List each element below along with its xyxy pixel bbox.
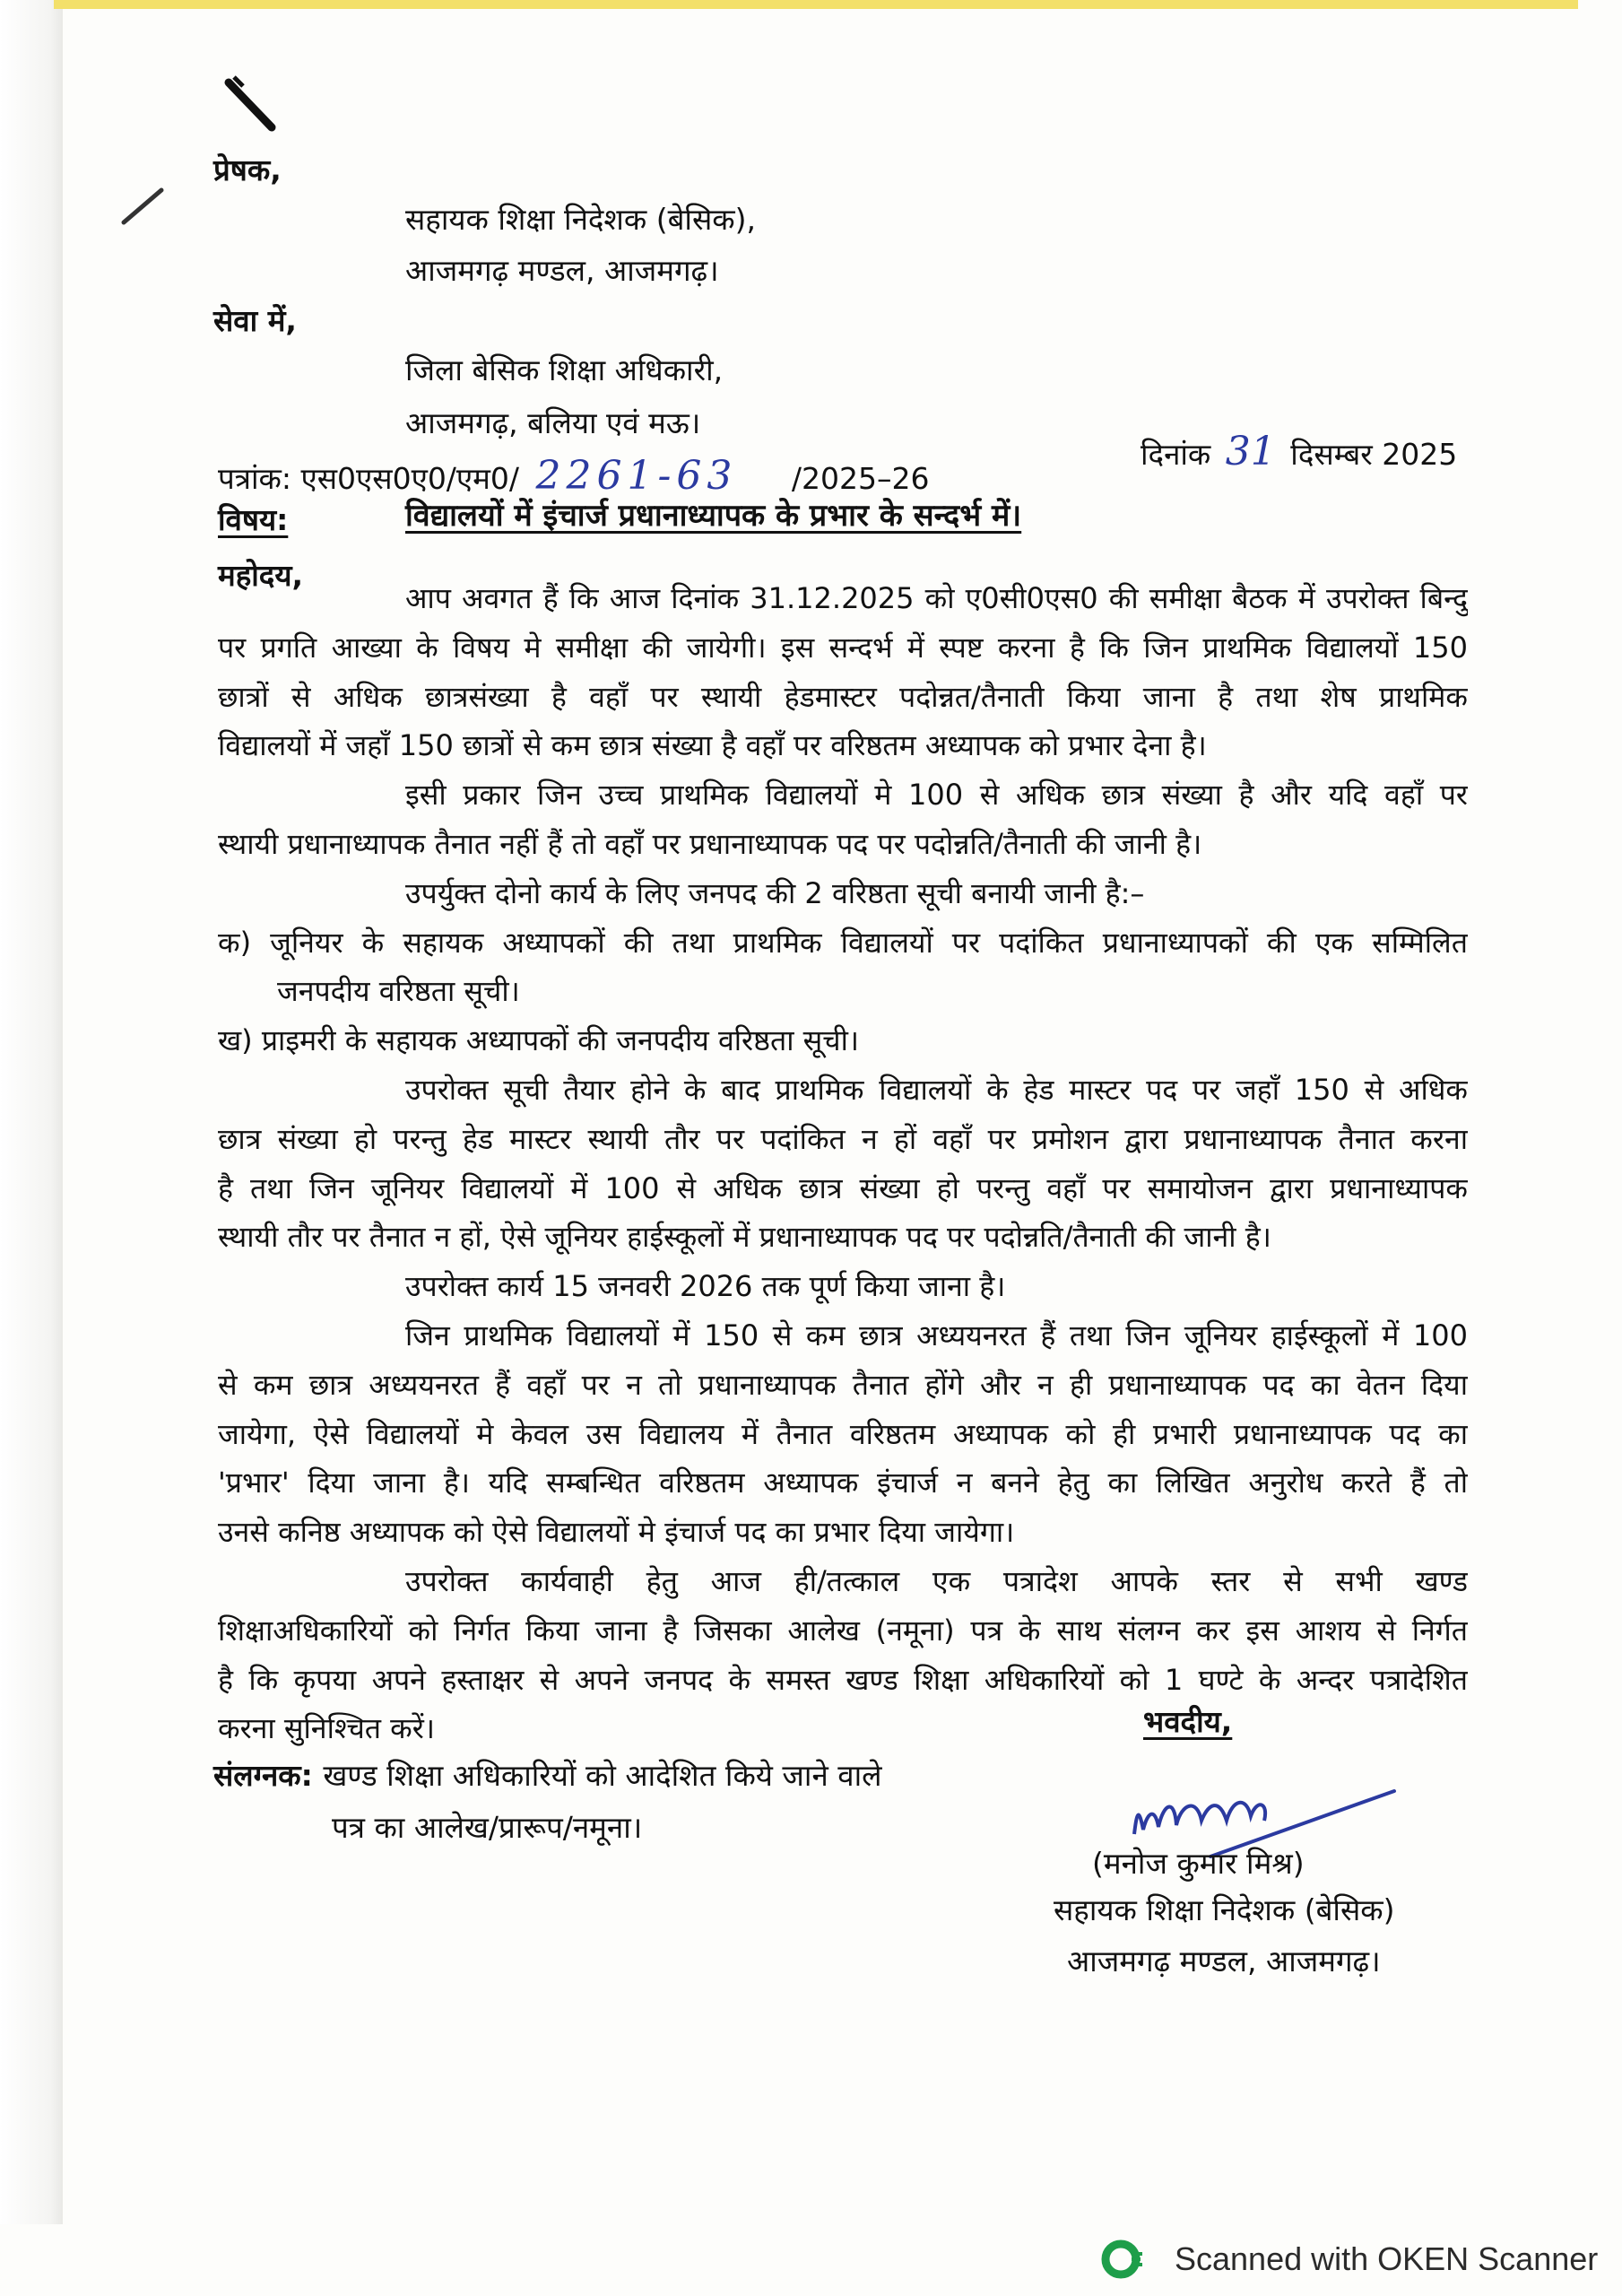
body-line: पर प्रगति आख्या के विषय मे समीक्षा की जायेगी। इस सन्दर्भ में स्पष्ट करना है कि जिन प्राथमिक विद्यालयों 150 bbox=[218, 630, 1468, 665]
subject-label: विषय: bbox=[218, 502, 289, 537]
body-line: उपरोक्त कार्यवाही हेतु आज ही/तत्काल एक पत्रादेश आपके स्तर से सभी खण्ड bbox=[405, 1563, 1468, 1598]
scan-left-shadow bbox=[0, 0, 63, 2224]
date-prefix: दिनांक bbox=[1141, 437, 1211, 472]
body-line: स्थायी प्रधानाध्यापक तैनात नहीं हैं तो वहाँ पर प्रधानाध्यापक पद पर पदोन्नति/तैनाती की जानी है। bbox=[218, 826, 1202, 861]
letter-date bbox=[1141, 429, 1457, 476]
body-line: स्थायी तौर पर तैनात न हों, ऐसे जूनियर हाईस्कूलों में प्रधानाध्यापक पद पर पदोन्नति/तैनाती की जानी है। bbox=[218, 1220, 1271, 1255]
pen-mark-icon bbox=[220, 72, 291, 144]
body-line: उपरोक्त सूची तैयार होने के बाद प्राथमिक विद्यालयों के हेड मास्टर पद पर जहाँ 150 से अधिक bbox=[405, 1072, 1468, 1107]
reference-handwritten: 2261-63 bbox=[535, 453, 738, 499]
body-line: छात्र संख्या हो परन्तु हेड मास्टर स्थायी तौर पर पदांकित न हों वहाँ पर प्रमोशन द्वारा प्रधानाध्यापक तैनात करना bbox=[218, 1121, 1468, 1156]
pen-stroke-mark bbox=[117, 179, 170, 233]
body-line: क) जूनियर के सहायक अध्यापकों की तथा प्राथमिक विद्यालयों पर पदांकित प्रधानाध्यापकों की एक सम्मिलित bbox=[218, 925, 1468, 960]
sender-label: प्रेषक, bbox=[213, 152, 282, 187]
reference-number bbox=[218, 453, 929, 500]
body-line: 'प्रभार' दिया जाना है। यदि सम्बन्धित वरिष्ठतम अध्यापक इंचार्ज न बनने हेतु का लिखित अनुरोध करते हैं तो bbox=[218, 1465, 1468, 1500]
attachment-text-1: खण्ड शिक्षा अधिकारियों को आदेशित किये जाने वाले bbox=[323, 1758, 882, 1793]
scan-top-edge bbox=[54, 0, 1578, 9]
body-line: जायेगा, ऐसे विद्यालयों मे केवल उस विद्यालय में तैनात वरिष्ठतम अध्यापक को ही प्रभारी प्रधानाध्यापक पद का bbox=[218, 1416, 1468, 1451]
body-line: उपर्युक्त दोनो कार्य के लिए जनपद की 2 वरिष्ठता सूची बनायी जानी है:– bbox=[405, 875, 1145, 910]
body-line: आप अवगत हैं कि आज दिनांक 31.12.2025 को ए0सी0एस0 की समीक्षा बैठक में उपरोक्त बिन्दु bbox=[405, 581, 1468, 615]
attachment-label: संलग्नक: bbox=[213, 1758, 313, 1793]
closing: भवदीय, bbox=[1143, 1704, 1233, 1739]
signatory-name: (मनोज कुमार मिश्र) bbox=[1092, 1846, 1305, 1881]
body-line: जिन प्राथमिक विद्यालयों में 150 से कम छात्र अध्ययनरत हैं तथा जिन जूनियर हाईस्कूलों में 100 bbox=[405, 1318, 1468, 1352]
body-line: है कि कृपया अपने हस्ताक्षर से अपने जनपद के समस्त खण्ड शिक्षा अधिकारियों को 1 घण्टे के अन्दर पत्रादेशित bbox=[218, 1662, 1468, 1697]
body-line: शिक्षाअधिकारियों को निर्गत किया जाना है जिसका आलेख (नमूना) पत्र के साथ संलग्न कर इस आशय से निर्गत bbox=[218, 1613, 1468, 1648]
date-handwritten: 31 bbox=[1225, 429, 1276, 474]
attachment-line-2: पत्र का आलेख/प्रारूप/नमूना। bbox=[332, 1810, 643, 1845]
sender-line-1: सहायक शिक्षा निदेशक (बेसिक), bbox=[405, 202, 756, 237]
body-line: जनपदीय वरिष्ठता सूची। bbox=[277, 974, 520, 1009]
body-line: उपरोक्त कार्य 15 जनवरी 2026 तक पूर्ण किया जाना है। bbox=[405, 1269, 1006, 1304]
body-line: छात्रों से अधिक छात्रसंख्या है वहाँ पर स्थायी हेडमास्टर पदोन्नत/तैनाती किया जाना है तथा शेष प्राथमिक bbox=[218, 679, 1468, 714]
recipient-label: सेवा में, bbox=[213, 303, 297, 338]
subject-text: विद्यालयों में इंचार्ज प्रधानाध्यापक के प्रभार के सन्दर्भ में। bbox=[405, 498, 1022, 534]
body-line: इसी प्रकार जिन उच्च प्राथमिक विद्यालयों मे 100 से अधिक छात्र संख्या है और यदि वहाँ पर bbox=[405, 778, 1468, 813]
sender-line-2: आजमगढ़ मण्डल, आजमगढ़। bbox=[405, 253, 719, 288]
reference-suffix: /2025–26 bbox=[791, 461, 930, 496]
reference-prefix: पत्रांक: एस0एस0ए0/एम0/ bbox=[218, 461, 520, 496]
body-line: से कम छात्र अध्ययनरत हैं वहाँ पर न तो प्रधानाध्यापक तैनात होंगे और न ही प्रधानाध्यापक पद का वेतन दिया bbox=[218, 1367, 1468, 1402]
body-line: करना सुनिश्चित करें। bbox=[218, 1711, 435, 1746]
oken-scanner-logo-icon bbox=[1101, 2238, 1151, 2281]
recipient-line-2: आजमगढ़, बलिया एवं मऊ। bbox=[405, 405, 701, 440]
date-suffix: दिसम्बर 2025 bbox=[1290, 437, 1458, 472]
body-line: उनसे कनिष्ठ अध्यापक को ऐसे विद्यालयों मे इंचार्ज पद का प्रभार दिया जायेगा। bbox=[218, 1515, 1015, 1550]
signatory-title: सहायक शिक्षा निदेशक (बेसिक) bbox=[1054, 1892, 1395, 1927]
attachment-line-1 bbox=[213, 1758, 882, 1794]
body-line: ख) प्राइमरी के सहायक अध्यापकों की जनपदीय वरिष्ठता सूची। bbox=[218, 1023, 860, 1058]
recipient-line-1: जिला बेसिक शिक्षा अधिकारी, bbox=[405, 352, 724, 387]
scanner-watermark bbox=[1101, 2238, 1598, 2281]
letter-body bbox=[218, 574, 1468, 1753]
salutation: महोदय, bbox=[218, 558, 304, 593]
body-line: विद्यालयों में जहाँ 150 छात्रों से कम छात्र संख्या है वहाँ पर वरिष्ठतम अध्यापक को प्रभार देना है। bbox=[218, 728, 1207, 763]
scanner-watermark-text: Scanned with OKEN Scanner bbox=[1175, 2240, 1599, 2277]
body-line: है तथा जिन जूनियर विद्यालयों में 100 से अधिक छात्र संख्या हो परन्तु वहाँ पर समायोजन द्वारा प्रधानाध्यापक bbox=[218, 1170, 1468, 1205]
signatory-place: आजमगढ़ मण्डल, आजमगढ़। bbox=[1067, 1944, 1381, 1979]
